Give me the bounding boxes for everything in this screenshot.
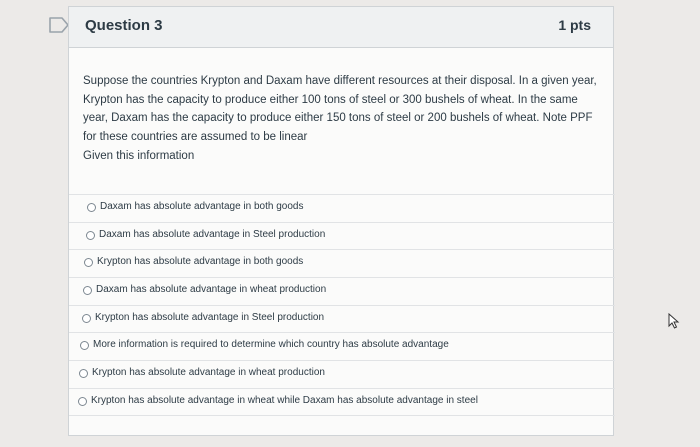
answer-option[interactable] (69, 332, 615, 360)
given-text: Given this information (83, 150, 195, 162)
radio-button[interactable] (84, 258, 93, 267)
radio-button[interactable] (83, 286, 92, 295)
question-title: Question 3 (85, 17, 163, 34)
answer-option[interactable] (69, 277, 615, 305)
question-text: Suppose the countries Krypton and Daxam have different resources at their disposal. In a given year, Krypton has the capacity to produce either 100 tons of steel or 300 bushels of wheat. In the same year, Daxam has the capacity to produce either 150 tons of steel or 200 bushels of wheat. Note PPF for these countries are assumed to be linear (83, 75, 597, 143)
answer-label: Krypton has absolute advantage in both goods (97, 256, 304, 268)
question-points: 1 pts (558, 17, 591, 33)
radio-button[interactable] (79, 369, 88, 378)
mouse-pointer-icon (668, 313, 680, 329)
question-header (69, 7, 613, 48)
answer-option[interactable] (69, 222, 615, 250)
answer-option[interactable] (69, 360, 615, 388)
answer-label: Daxam has absolute advantage in Steel production (99, 228, 326, 240)
answer-label: Daxam has absolute advantage in both goods (100, 201, 304, 212)
answer-label: Krypton has absolute advantage in wheat while Daxam has absolute advantage in steel (91, 394, 478, 406)
answer-list (69, 194, 615, 416)
radio-button[interactable] (86, 231, 95, 240)
answer-label: Krypton has absolute advantage in Steel production (95, 311, 325, 323)
answer-option[interactable] (69, 194, 615, 222)
radio-button[interactable] (82, 314, 91, 323)
flag-question-icon[interactable] (48, 17, 70, 33)
answer-label: More information is required to determine which country has absolute advantage (93, 339, 449, 351)
answer-option[interactable] (69, 249, 615, 277)
radio-button[interactable] (80, 341, 89, 350)
question-card (68, 6, 614, 436)
radio-button[interactable] (78, 397, 87, 406)
answer-label: Krypton has absolute advantage in wheat production (92, 367, 325, 379)
radio-button[interactable] (87, 203, 96, 212)
answer-label: Daxam has absolute advantage in wheat production (96, 284, 327, 296)
answer-option[interactable] (69, 305, 615, 333)
answer-option[interactable] (69, 388, 615, 416)
